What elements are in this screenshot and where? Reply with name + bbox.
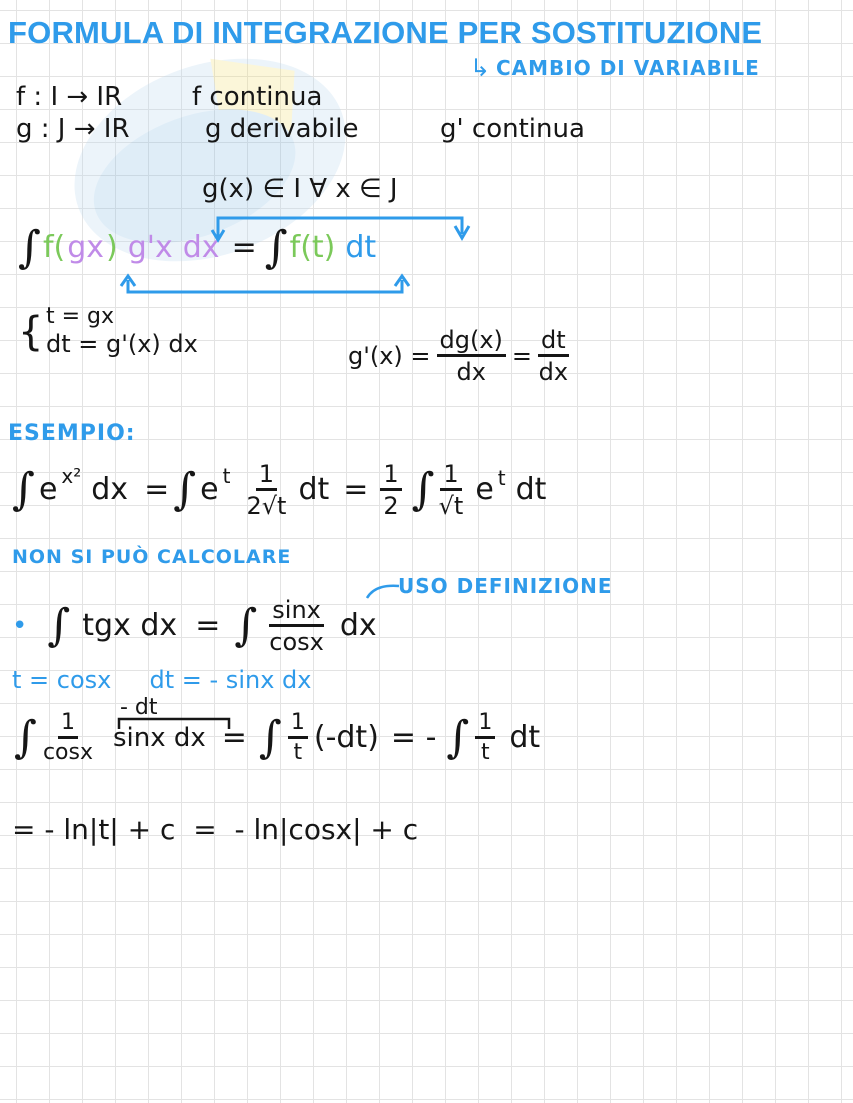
subtitle-arrow-icon: ↳	[470, 54, 491, 82]
ex1-eq2: =	[343, 472, 369, 507]
derivative-identity	[348, 328, 569, 384]
deriv-fraction-1	[437, 328, 506, 384]
deriv-fraction-2	[538, 328, 569, 384]
ex1-dt: dt	[298, 472, 330, 507]
ex3-paren: (-dt)	[313, 720, 379, 755]
ex1-f2-num: 1	[440, 462, 461, 491]
dx-term: dx	[182, 230, 220, 265]
ex1-dx: dx	[91, 472, 129, 507]
ex2-tgx: tgx dx	[82, 608, 178, 643]
ex1-frac-num: 1	[256, 462, 277, 491]
ex1-integral-3: ∫	[411, 464, 435, 515]
ex1-f2-den: √t	[438, 492, 464, 520]
ex1-half-den: 2	[383, 492, 399, 520]
ex1-integral: ∫	[12, 464, 35, 515]
g-condition-continuous: g' continua	[440, 114, 585, 144]
ex1-e: e	[38, 472, 58, 507]
ex3-t2-num: 1	[475, 712, 495, 739]
dt-equals: dt = g'(x) dx	[46, 330, 198, 358]
f-close: )	[106, 230, 118, 265]
deriv-num-1: dg(x)	[437, 328, 506, 357]
ex3-t-fraction	[288, 712, 308, 764]
result-line: = - ln|t| + c = - ln|cosx| + c	[12, 813, 419, 846]
deriv-lhs: g'(x) =	[348, 342, 431, 370]
ex1-et2: e	[475, 472, 494, 507]
ex2-integral-2: ∫	[234, 600, 258, 651]
non-calcolabile-note: NON SI PUÒ CALCOLARE	[12, 546, 292, 568]
ex1-integral-2: ∫	[173, 464, 197, 515]
uso-definizione-note: USO DEFINIZIONE	[398, 574, 613, 598]
integral-sign-right: ∫	[264, 222, 288, 273]
ex1-frac-den: 2√t	[246, 492, 287, 520]
top-arrow	[218, 218, 462, 238]
page-title: FORMULA DI INTEGRAZIONE PER SOSTITUZIONE	[8, 15, 763, 50]
g-map: g : J → IR	[16, 114, 130, 144]
f-of-t: f(t)	[289, 230, 336, 265]
deriv-num-2: dt	[538, 328, 569, 357]
ex1-dt2: dt	[515, 472, 547, 507]
example-3	[14, 712, 540, 764]
ex2-dx: dx	[339, 608, 377, 643]
dt-term: dt	[345, 230, 377, 265]
ex3-integral: ∫	[14, 712, 37, 763]
ex3-fraction	[43, 712, 93, 764]
ex1-half	[380, 462, 401, 518]
f-condition: f continua	[192, 82, 323, 112]
integral-sign: ∫	[18, 222, 41, 273]
ex1-et-exp: t	[222, 464, 231, 488]
ex3-eq2: = -	[390, 720, 437, 755]
deriv-den-1: dx	[456, 358, 486, 386]
bottom-arrow	[128, 280, 402, 292]
ex2-eq: =	[195, 608, 221, 643]
formula-arrows	[0, 0, 853, 320]
ex1-fraction-2	[439, 462, 464, 518]
g-condition-derivable: g derivabile	[205, 114, 359, 144]
ex1-fraction	[246, 462, 286, 518]
ex3-integral-3: ∫	[446, 712, 470, 763]
ex3-num: 1	[58, 712, 78, 739]
equals-sign: =	[231, 230, 257, 265]
deriv-eq: =	[511, 342, 533, 370]
g-image-condition: g(x) ∈ I ∀ x ∈ J	[202, 174, 398, 204]
subtitle: CAMBIO DI VARIABILE	[496, 56, 760, 80]
g-prime: g'x	[127, 230, 173, 265]
t-equals-gx: t = gx	[46, 304, 115, 329]
example-1	[12, 462, 546, 518]
ex3-t2-den: t	[481, 740, 490, 765]
ex3-brace-label: - dt	[120, 695, 158, 720]
f-map: f : I → IR	[16, 82, 123, 112]
bullet: •	[12, 611, 28, 641]
ex3-den: cosx	[42, 740, 93, 765]
f-open: f(	[42, 230, 66, 265]
inner-gx: gx	[67, 230, 104, 265]
example-2	[12, 598, 377, 654]
ex1-half-num: 1	[380, 462, 401, 491]
ex3-eq1: =	[221, 720, 247, 755]
ex3-dt: dt	[509, 720, 541, 755]
example-label: ESEMPIO:	[8, 421, 136, 446]
ex3-integral-2: ∫	[258, 712, 282, 763]
system-brace: {	[18, 309, 44, 355]
ex1-eq1: =	[144, 472, 170, 507]
ex3-t-num: 1	[288, 712, 308, 739]
ex2-den: cosx	[269, 628, 324, 656]
deriv-den-2: dx	[538, 358, 569, 386]
ex1-exponent: x²	[61, 464, 82, 488]
ex3-t-den: t	[293, 740, 303, 765]
ex2-num: sinx	[269, 598, 324, 627]
ex1-et: e	[200, 472, 219, 507]
ex2-fraction	[269, 598, 324, 654]
ex1-et2-exp: t	[497, 466, 506, 490]
ex2-integral: ∫	[47, 600, 71, 651]
substitution-2: t = cosx dt = - sinx dx	[12, 666, 312, 694]
ex3-sinxdx: sinx dx	[112, 723, 206, 753]
ex3-t2-fraction	[475, 712, 495, 764]
